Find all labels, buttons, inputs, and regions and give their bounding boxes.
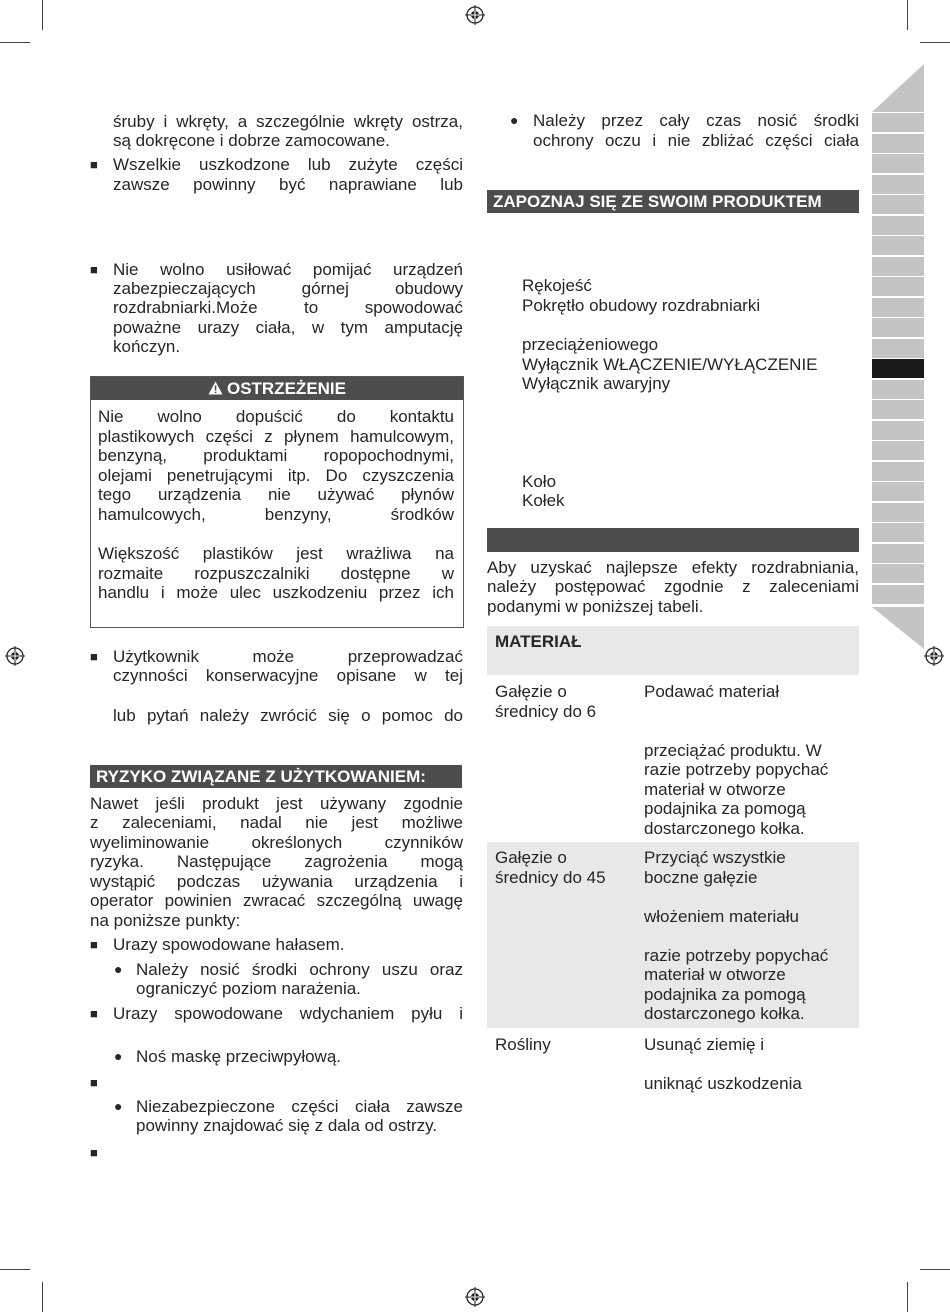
table-header-row	[487, 626, 859, 675]
registration-mark-icon	[924, 646, 944, 666]
language-tab-active	[872, 359, 924, 378]
round-bullet-icon: ●	[114, 1048, 123, 1064]
cell-text-line: materiał w otworze	[644, 965, 786, 984]
cell-text-line: dostarczonego kołka.	[644, 818, 805, 838]
table-cell-material: Rośliny	[495, 1035, 551, 1054]
part-label: przeciążeniowego	[522, 335, 659, 354]
cell-text-line: razie potrzeby popychać	[644, 945, 829, 965]
square-bullet-icon: ■	[90, 262, 98, 277]
table-cell-advice	[644, 682, 856, 838]
body-text-line: Noś maskę przeciwpyłową.	[136, 1047, 342, 1066]
cell-text-line: przeciążać produktu. W	[644, 740, 822, 760]
cell-text-line: podajnika za pomogą	[644, 984, 806, 1004]
cell-text-line: Gałęzie o	[495, 682, 567, 701]
language-tab	[872, 236, 924, 255]
language-tab	[872, 257, 924, 276]
table-row	[487, 1028, 859, 1108]
cell-text-line: średnicy do 45	[495, 867, 606, 887]
tab-strip-top-triangle	[872, 64, 924, 112]
warning-text-line: olejami penetrującymi itp. Do czyszczenia	[98, 466, 454, 485]
body-text-line: ograniczyć poziom narażenia.	[136, 979, 361, 998]
body-text-line: wyeliminowanie określonych czynników	[90, 833, 463, 852]
body-text-line: na poniższe punkty:	[90, 911, 241, 930]
warning-text-line: hamulcowych, benzyny, środków	[98, 505, 454, 524]
warning-text-line: benzyną, produktami ropopochodnymi,	[98, 446, 454, 465]
language-tab	[872, 421, 924, 440]
body-text-line: są dokręcone i dobrze zamocowane.	[113, 131, 390, 150]
table-cell-advice	[644, 848, 856, 1024]
language-tab	[872, 585, 924, 604]
warning-text-line: plastikowych części z płynem hamulcowym,	[98, 427, 454, 446]
body-text-line: Urazy spowodowane wdychaniem pyłu i	[113, 1004, 463, 1023]
section-header-bar-empty	[487, 528, 859, 552]
body-text-line: lub pytań należy zwrócić się o pomoc do	[113, 706, 463, 725]
cell-text-line: średnicy do 6	[495, 701, 597, 721]
body-text-line: Wszelkie uszkodzone lub zużyte części	[113, 155, 463, 174]
cell-text-line: materiał w otworze	[644, 779, 786, 799]
part-label: Wyłącznik WŁĄCZENIE/WYŁĄCZENIE	[522, 355, 818, 374]
round-bullet-icon: ●	[114, 1098, 123, 1114]
warning-text-line: Nie wolno dopuścić do kontaktu	[98, 407, 454, 426]
language-tab	[872, 482, 924, 501]
cell-text-line: razie potrzeby popychać	[644, 760, 829, 779]
crop-mark	[0, 1269, 30, 1270]
language-tab	[872, 175, 924, 194]
language-tab	[872, 195, 924, 214]
cell-text-line: Podawać materiał	[644, 682, 780, 701]
language-tab	[872, 154, 924, 173]
crop-mark	[920, 42, 950, 43]
crop-mark	[42, 0, 43, 30]
body-text-line: rozdrabniarki.Może to spowodować	[113, 298, 463, 317]
table-cell-material	[495, 682, 635, 721]
table-header-material: MATERIAŁ	[495, 632, 582, 651]
body-text-line: powinny znajdować się z dala od ostrzy.	[136, 1116, 438, 1135]
crop-mark	[907, 1282, 908, 1312]
square-bullet-icon: ■	[90, 157, 98, 172]
crop-mark	[907, 0, 908, 30]
body-text-line: ochrony oczu i nie zbliżać części ciała	[533, 131, 859, 150]
square-bullet-icon: ■	[90, 937, 98, 952]
registration-mark-icon	[465, 1287, 485, 1307]
body-text-line: należy postępować zgodnie z zaleceniami	[487, 577, 859, 596]
body-text-line: operator powinien zwracać szczególną uwagę	[90, 891, 463, 910]
part-label: Pokrętło obudowy rozdrabniarki	[522, 296, 761, 315]
language-tab	[872, 298, 924, 317]
cell-text-line: dostarczonego kołka.	[644, 1004, 805, 1023]
registration-mark-icon	[5, 646, 25, 666]
table-row	[487, 675, 859, 842]
cell-text-line: włożeniem materiału	[644, 906, 799, 926]
language-tab	[872, 134, 924, 153]
language-tab	[872, 216, 924, 235]
language-tab	[872, 339, 924, 358]
body-text-line: kończyn.	[113, 337, 181, 356]
body-text-line: czynności konserwacyjne opisane w tej	[113, 666, 463, 685]
body-text-line: zabezpieczających górnej obudowy	[113, 279, 463, 298]
cell-text-line: Usunąć ziemię i	[644, 1035, 764, 1054]
cell-text-line: uniknąć uszkodzenia	[644, 1074, 802, 1093]
language-tab	[872, 380, 924, 399]
warning-header	[91, 377, 463, 400]
body-text-line: Użytkownik może przeprowadzać	[113, 647, 463, 666]
warning-text-line: tego urządzenia nie używać płynów	[98, 485, 454, 504]
cell-text-line: Przyciąć wszystkie	[644, 848, 786, 867]
round-bullet-icon: ●	[114, 961, 123, 977]
registration-mark-icon	[465, 5, 485, 25]
body-text-line: zawsze powinny być naprawiane lub	[113, 175, 463, 194]
body-text-line: Nie wolno usiłować pomijać urządzeń	[113, 260, 463, 279]
warning-triangle-icon	[208, 381, 223, 395]
body-text-line: Nawet jeśli produkt jest używany zgodnie	[90, 794, 463, 813]
language-tab	[872, 441, 924, 460]
body-text-line: wystąpić podczas używania urządzenia i	[90, 872, 463, 891]
table-cell-advice	[644, 1035, 856, 1094]
body-text-line: podanymi w poniższej tabeli.	[487, 597, 704, 616]
body-text-line: ryzyka. Następujące zagrożenia mogą	[90, 852, 463, 871]
language-tab	[872, 564, 924, 583]
part-label: Wyłącznik awaryjny	[522, 374, 671, 393]
section-header-product: ZAPOZNAJ SIĘ ZE SWOIM PRODUKTEM	[487, 190, 859, 213]
body-text-line: Należy nosić środki ochrony uszu oraz	[136, 960, 463, 979]
part-label: Koło	[522, 472, 557, 491]
square-bullet-icon: ■	[90, 1145, 98, 1160]
warning-text-line: Większość plastików jest wrażliwa na	[98, 544, 454, 563]
table-cell-material	[495, 848, 635, 887]
body-text-line: poważne urazy ciała, w tym amputację	[113, 318, 463, 337]
language-tab	[872, 462, 924, 481]
language-tab	[872, 277, 924, 296]
body-text-line: Należy przez cały czas nosić środki	[533, 111, 859, 130]
crop-mark	[0, 42, 30, 43]
language-tab	[872, 503, 924, 522]
part-label: Kołek	[522, 491, 565, 510]
language-tab-strip	[872, 113, 924, 605]
part-label: Rękojeść	[522, 276, 592, 295]
warning-text-line: handlu i może ulec uszkodzeniu przez ich	[98, 583, 454, 602]
cell-text-line: boczne gałęzie	[644, 867, 758, 887]
square-bullet-icon: ■	[90, 1075, 98, 1090]
language-tab	[872, 523, 924, 542]
language-tab	[872, 544, 924, 563]
cell-text-line: podajnika za pomogą	[644, 799, 806, 818]
square-bullet-icon: ■	[90, 649, 98, 664]
language-tab	[872, 113, 924, 132]
crop-mark	[920, 1269, 950, 1270]
warning-title: OSTRZEŻENIE	[226, 379, 346, 398]
language-tab	[872, 318, 924, 337]
body-text-line: śruby i wkręty, a szczególnie wkręty ostrza,	[113, 112, 463, 131]
language-tab	[872, 400, 924, 419]
body-text-line: Niezabezpieczone części ciała zawsze	[136, 1097, 463, 1116]
table-row	[487, 842, 859, 1028]
warning-text-line: rozmaite rozpuszczalniki dostępne w	[98, 564, 454, 583]
tab-strip-bottom-triangle	[872, 607, 924, 649]
body-text-line: z zaleceniami, nadal nie jest możliwe	[90, 813, 463, 832]
round-bullet-icon: ●	[510, 112, 519, 128]
crop-mark	[42, 1282, 43, 1312]
section-header-risk: RYZYKO ZWIĄZANE Z UŻYTKOWANIEM:	[90, 765, 462, 788]
body-text-line: Aby uzyskać najlepsze efekty rozdrabniania,	[487, 558, 859, 577]
square-bullet-icon: ■	[90, 1006, 98, 1021]
cell-text-line: Gałęzie o	[495, 848, 567, 867]
body-text-line: Urazy spowodowane hałasem.	[113, 935, 345, 954]
